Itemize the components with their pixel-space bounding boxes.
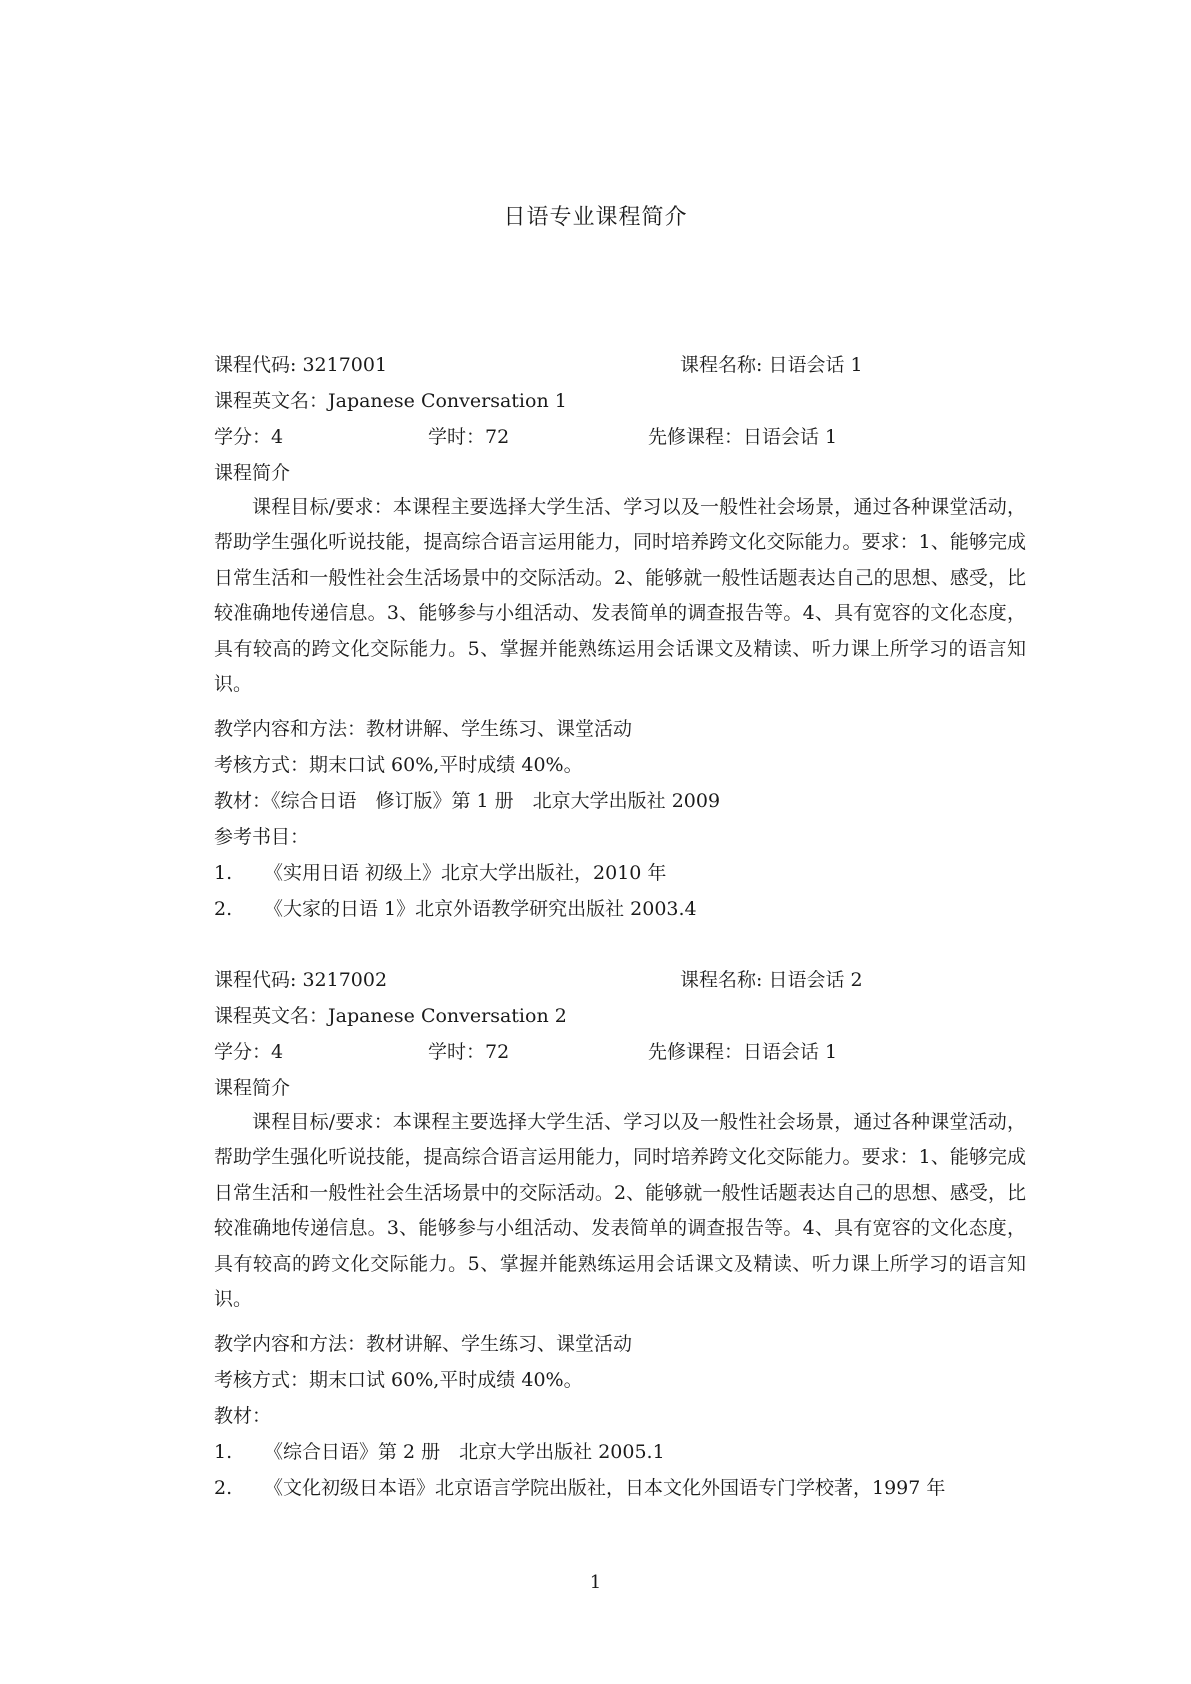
course-name: 课程名称: 日语会话 2 (680, 969, 863, 991)
course-assessment: 考核方式：期末口试 60%,平时成绩 40%。 (214, 1369, 583, 1391)
course-prerequisite: 先修课程：日语会话 1 (648, 1041, 838, 1063)
course-objective: 课程目标/要求：本课程主要选择大学生活、学习以及一般性社会场景，通过各种课堂活动，帮助学生强化听说技能，提高综合语言运用能力，同时培养跨文化交际能力。要求：1、能够完成日常生活和一般性社会生活场景中的交际活动。2、能够就一般性话题表达自己的思想、感受，比较准确地传递信息。3、能够参与小组活动、发表简单的调查报告等。4、具有宽容的文化态度，具有较高的跨文化交际能力。5、掌握并能熟练运用会话课文及精读、听力课上所学习的语言知识。 (214, 1111, 1026, 1311)
course-assessment: 考核方式：期末口试 60%,平时成绩 40%。 (214, 754, 583, 776)
course-intro-heading: 课程简介 (214, 1077, 291, 1099)
course-textbook: 教材：《综合日语 修订版》第 1 册 北京大学出版社 2009 (214, 790, 721, 812)
course-prerequisite: 先修课程：日语会话 1 (648, 426, 838, 448)
course-methods: 教学内容和方法：教材讲解、学生练习、课堂活动 (214, 1333, 633, 1355)
list-item-number: 2. (214, 898, 233, 920)
list-item-number: 1. (214, 862, 233, 884)
course-english-name: 课程英文名：Japanese Conversation 1 (214, 390, 567, 412)
course-objective: 课程目标/要求：本课程主要选择大学生活、学习以及一般性社会场景，通过各种课堂活动，帮助学生强化听说技能，提高综合语言运用能力，同时培养跨文化交际能力。要求：1、能够完成日常生活和一般性社会生活场景中的交际活动。2、能够就一般性话题表达自己的思想、感受，比较准确地传递信息。3、能够参与小组活动、发表简单的调查报告等。4、具有宽容的文化态度，具有较高的跨文化交际能力。5、掌握并能熟练运用会话课文及精读、听力课上所学习的语言知识。 (214, 496, 1026, 696)
document-title: 日语专业课程简介 (503, 205, 688, 230)
list-item-text: 《实用日语 初级上》北京大学出版社，2010 年 (264, 862, 667, 884)
list-item-text: 《综合日语》第 2 册 北京大学出版社 2005.1 (264, 1441, 665, 1463)
references-heading: 参考书目： (214, 826, 310, 848)
list-item-text: 《文化初级日本语》北京语言学院出版社，日本文化外国语专门学校著，1997 年 (264, 1477, 946, 1499)
course-english-name: 课程英文名：Japanese Conversation 2 (214, 1005, 567, 1027)
course-intro-heading: 课程简介 (214, 462, 291, 484)
list-item-number: 2. (214, 1477, 233, 1499)
course-hours: 学时：72 (428, 426, 510, 448)
course-hours: 学时：72 (428, 1041, 510, 1063)
page-number: 1 (589, 1572, 602, 1593)
course-name: 课程名称: 日语会话 1 (680, 354, 863, 376)
course-methods: 教学内容和方法：教材讲解、学生练习、课堂活动 (214, 718, 633, 740)
course-code: 课程代码: 3217001 (214, 354, 388, 376)
list-item-number: 1. (214, 1441, 233, 1463)
textbook-heading: 教材： (214, 1405, 272, 1427)
course-credits: 学分：4 (214, 1041, 284, 1063)
course-code: 课程代码: 3217002 (214, 969, 388, 991)
list-item-text: 《大家的日语 1》北京外语教学研究出版社 2003.4 (264, 898, 697, 920)
course-credits: 学分：4 (214, 426, 284, 448)
